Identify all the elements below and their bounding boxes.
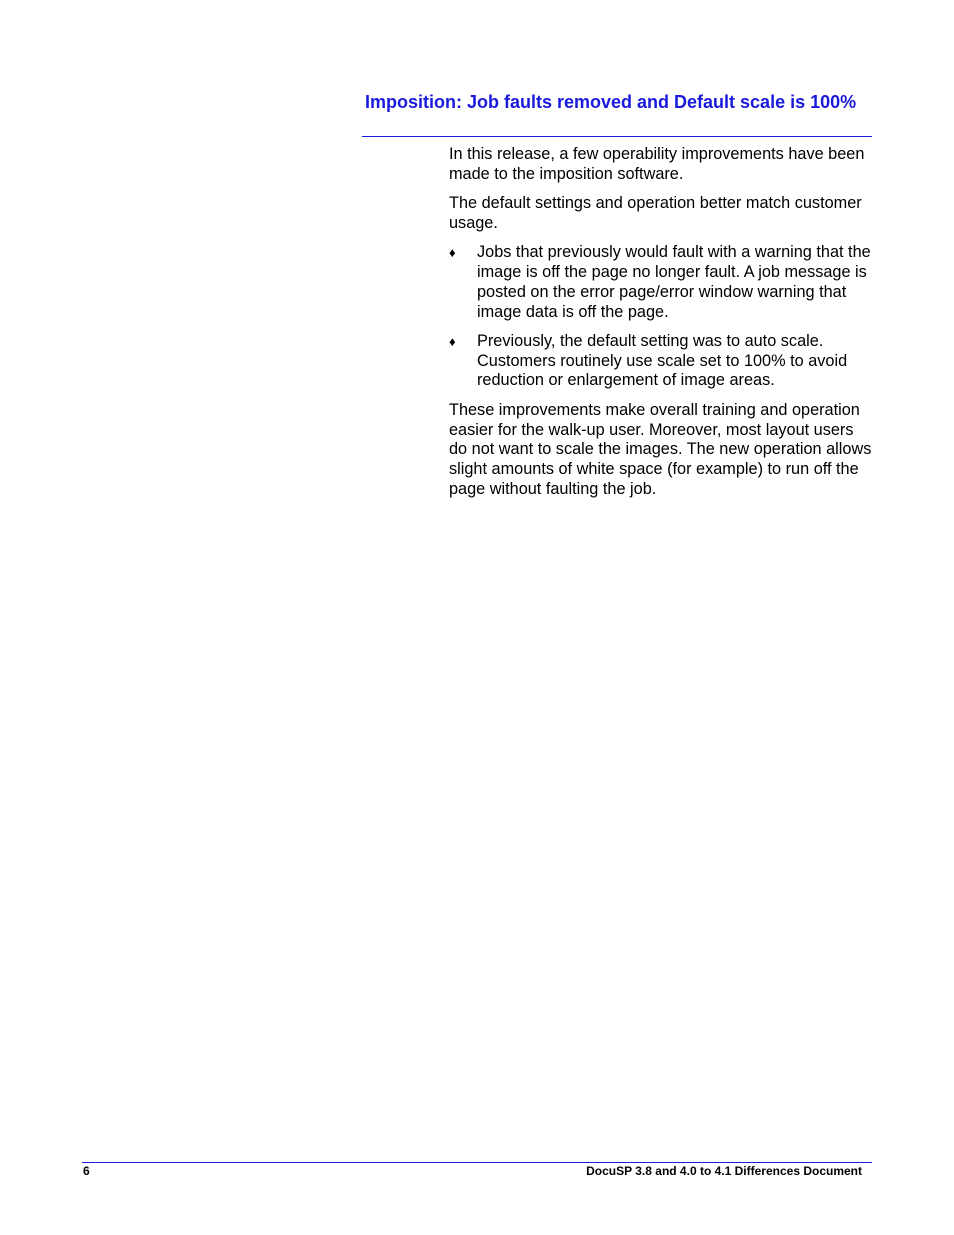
section-heading: Imposition: Job faults removed and Default scale is 100% — [365, 92, 857, 112]
improvements-list — [449, 243, 874, 391]
heading-divider — [362, 136, 872, 137]
list-item — [449, 332, 874, 391]
diamond-bullet-icon: ♦ — [449, 245, 456, 261]
footer-document-title: DocuSP 3.8 and 4.0 to 4.1 Differences Document — [586, 1164, 862, 1178]
list-item — [449, 243, 874, 322]
footer-divider — [82, 1162, 872, 1163]
summary-paragraph: These improvements make overall training and operation easier for the walk-up user. Moreover, most layout users do not want to scale the images. The new operation allows slight amounts of white space (for example) to run off the page without faulting the job. — [449, 400, 872, 498]
default-settings-paragraph: The default settings and operation better match customer usage. — [449, 194, 862, 232]
intro-paragraph: In this release, a few operability improvements have been made to the imposition software. — [449, 145, 865, 183]
diamond-bullet-icon: ♦ — [449, 333, 456, 349]
list-item-text: Jobs that previously would fault with a warning that the image is off the page no longer fault. A job message is posted on the error page/error window warning that image data is off the page. — [477, 243, 871, 321]
page-number: 6 — [83, 1164, 90, 1178]
section-body — [449, 145, 874, 509]
list-item-text: Previously, the default setting was to auto scale. Customers routinely use scale set to 100% to avoid reduction or enlargement of image areas. — [477, 331, 848, 390]
